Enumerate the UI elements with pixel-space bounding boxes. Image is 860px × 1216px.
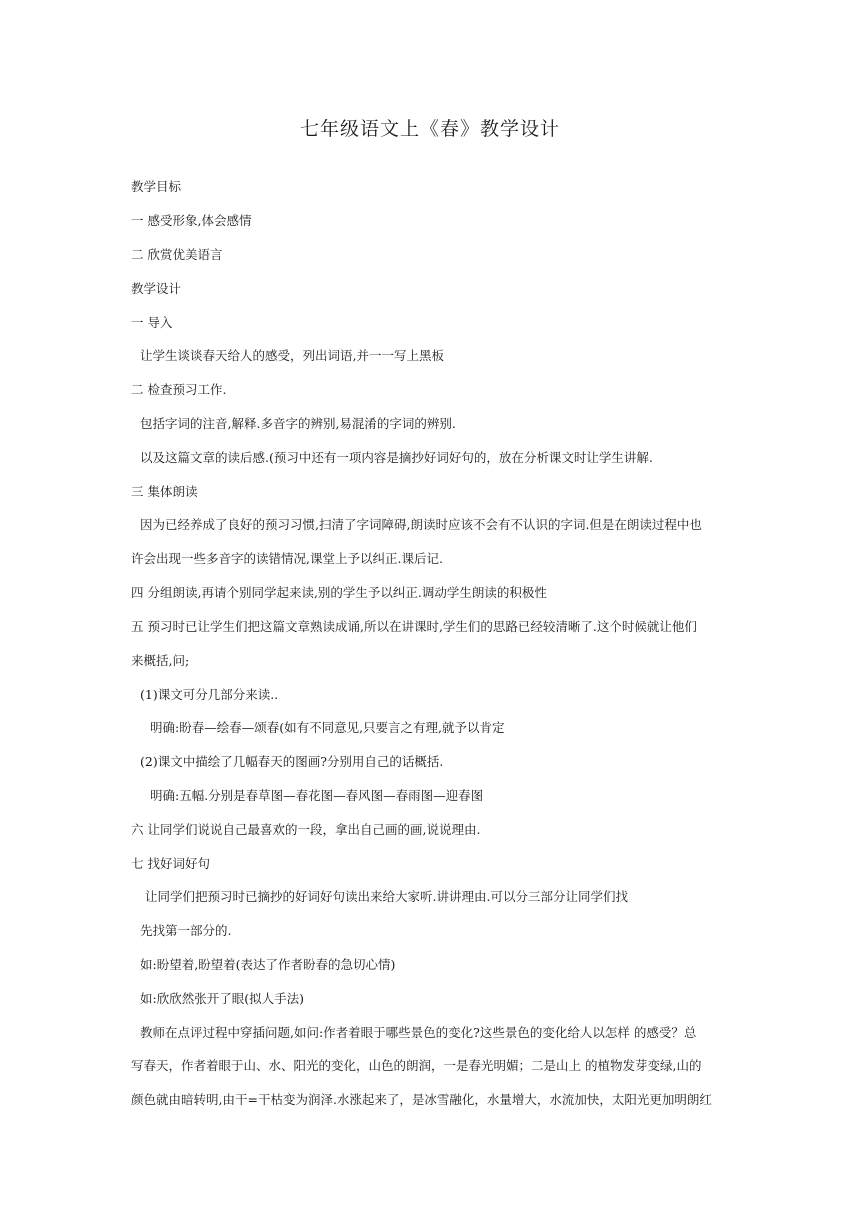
example-1: 如:盼望着,盼望着(表达了作者盼春的急切心情) <box>140 957 396 972</box>
goal-item-2: 二 欣赏优美语言 <box>131 247 223 262</box>
section-2-text-1: 包括字词的注音,解释.多音字的辨别,易混淆的字词的辨别. <box>140 416 456 431</box>
question-1: (1)课文可分几部分来读.. <box>140 687 279 702</box>
section-7-text-2: 先找第一部分的. <box>140 923 232 938</box>
document-title: 七年级语文上《春》教学设计 <box>299 118 560 140</box>
commentary-text-1: 教师在点评过程中穿插问题,如问:作者着眼于哪些景色的变化?这些景色的变化给人以怎样 的感受？总 <box>140 1025 697 1040</box>
section-3-text-2: 许会出现一些多音字的读错情况,课堂上予以纠正.课后记. <box>131 551 443 566</box>
section-5-text-2: 来概括,问; <box>131 653 190 668</box>
section-2-text-2: 以及这篇文章的读后感.(预习中还有一项内容是摘抄好词好句的，放在分析课文时让学生讲解. <box>140 450 653 465</box>
heading-teaching-goals: 教学目标 <box>131 179 182 194</box>
section-4-text: 四 分组朗读,再请个别同学起来读,别的学生予以纠正.调动学生朗读的积极性 <box>131 585 547 600</box>
section-7-heading: 七 找好词好句 <box>131 856 210 871</box>
question-2: (2)课文中描绘了几幅春天的图画?分别用自己的话概括. <box>140 754 444 769</box>
goal-item-1: 一 感受形象,体会感情 <box>131 213 252 228</box>
section-1-heading: 一 导入 <box>131 315 173 330</box>
section-1-text: 让学生谈谈春天给人的感受，列出词语,并一一写上黑板 <box>140 348 444 363</box>
heading-teaching-design: 教学设计 <box>131 281 182 296</box>
section-6-text: 六 让同学们说说自己最喜欢的一段，拿出自己画的画,说说理由. <box>131 822 481 837</box>
section-2-heading: 二 检查预习工作. <box>131 382 227 397</box>
section-3-heading: 三 集体朗读 <box>131 484 198 499</box>
section-3-text-1: 因为已经养成了良好的预习习惯,扫清了字词障碍,朗读时应该不会有不认识的字词.但是在朗读过程中也 <box>140 517 702 532</box>
example-2: 如:欣欣然张开了眼(拟人手法) <box>140 991 304 1006</box>
commentary-text-2: 写春天，作者着眼于山、水、阳光的变化，山色的朗润，一是春光明媚；二是山上 的植物发芽变绿,山的 <box>131 1058 702 1073</box>
answer-2: 明确:五幅.分别是春草图—春花图—春风图—春雨图—迎春图 <box>150 788 484 803</box>
commentary-text-3: 颜色就由暗转明,由干=干枯变为润泽.水涨起来了，是冰雪融化，水量增大，水流加快，太阳光更加明朗红 <box>131 1092 712 1107</box>
answer-1: 明确:盼春—绘春—颂春(如有不同意见,只要言之有理,就予以肯定 <box>150 720 505 735</box>
section-7-text-1: 让同学们把预习时已摘抄的好词好句读出来给大家听.讲讲理由.可以分三部分让同学们找 <box>145 889 628 904</box>
section-5-text-1: 五 预习时已让学生们把这篇文章熟读成诵,所以在讲课时,学生们的思路已经较清晰了.这个时候就让他们 <box>131 619 697 634</box>
